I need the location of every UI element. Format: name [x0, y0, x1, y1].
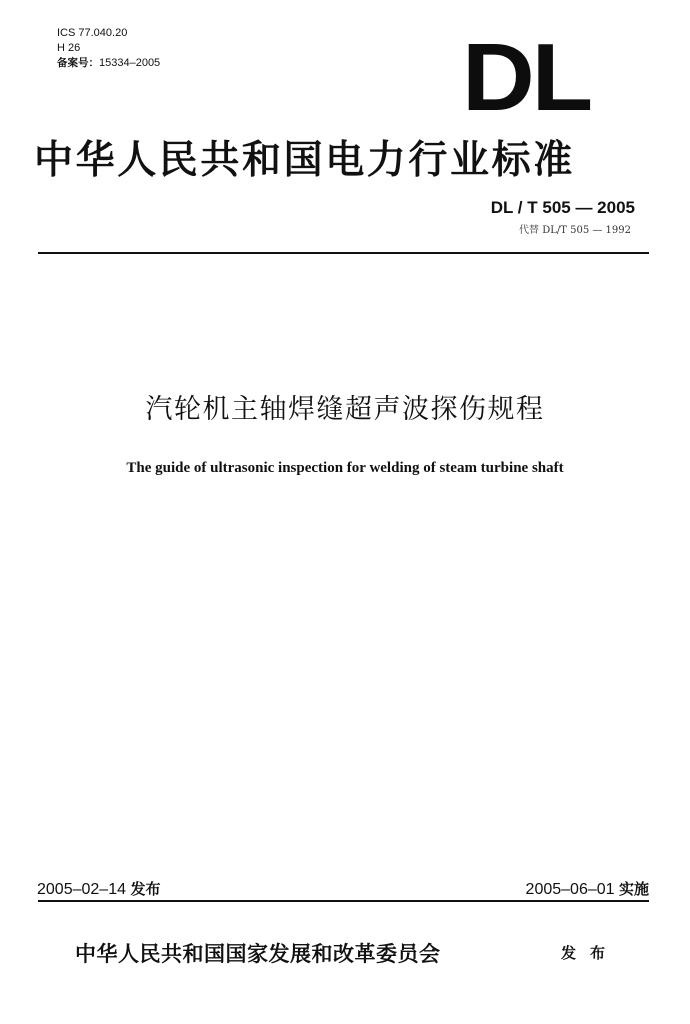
issue-label: 发布	[130, 880, 161, 898]
replaces-standard: 代替 DL/T 505 — 1992	[519, 225, 631, 236]
dl-logo: DL	[462, 24, 591, 131]
filing-number	[57, 56, 160, 70]
ics-code: ICS 77.040.20	[57, 27, 128, 39]
standard-code: DL / T 505 — 2005	[490, 198, 635, 217]
issuer-action: 发布	[561, 944, 620, 962]
issue-date-value: 2005–02–14	[37, 881, 126, 898]
ccs-code: H 26	[57, 42, 81, 54]
divider-top	[38, 252, 649, 254]
document-title-en: The guide of ultrasonic inspection for welding of steam turbine shaft	[126, 460, 564, 476]
implement-date-value: 2005–06–01	[525, 881, 615, 898]
document-title-cn: 汽轮机主轴焊缝超声波探伤规程	[145, 394, 545, 425]
standard-category: 中华人民共和国电力行业标准	[34, 137, 575, 183]
implement-date	[526, 878, 649, 899]
implement-label: 实施	[618, 880, 649, 898]
issue-date	[37, 878, 160, 899]
issuing-authority: 中华人民共和国国家发展和改革委员会	[75, 941, 441, 966]
filing-value: 15334–2005	[99, 57, 161, 69]
filing-label: 备案号：	[57, 57, 99, 69]
divider-bottom	[38, 900, 649, 902]
